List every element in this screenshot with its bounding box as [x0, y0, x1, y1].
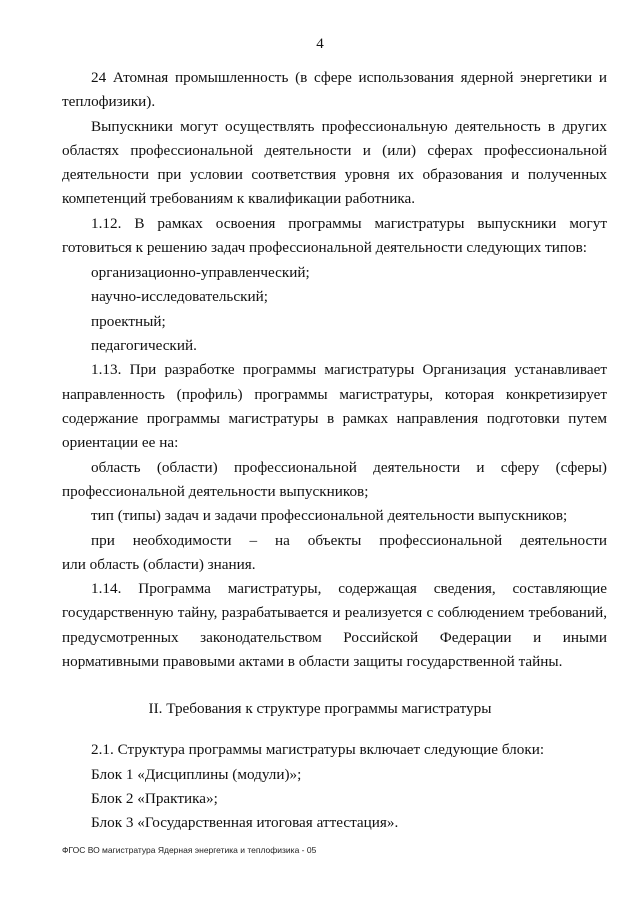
- list-item: Блок 3 «Государственная итоговая аттестация».: [91, 814, 399, 831]
- body-line: 1.13. При разработке программы магистратуры Организация устанавливает: [91, 361, 607, 378]
- body-line: готовиться к решению задач профессиональной деятельности следующих типов:: [62, 239, 588, 256]
- body-line: область (области) профессиональной деятельности и сферу (сферы): [91, 459, 607, 476]
- page-number: 4: [316, 36, 324, 52]
- body-line: 1.12. В рамках освоения программы магистратуры выпускники могут: [91, 215, 607, 232]
- body-line: 1.14. Программа магистратуры, содержащая сведения, составляющие: [91, 580, 607, 597]
- list-item: педагогический.: [91, 337, 197, 354]
- body-line: при необходимости – на объекты профессиональной деятельности: [91, 532, 607, 549]
- list-item: организационно-управленческий;: [91, 264, 310, 281]
- body-line: деятельности при условии соответствия уровня их образования и полученных: [62, 166, 607, 183]
- list-item: Блок 2 «Практика»;: [91, 790, 218, 807]
- body-line: содержание программы магистратуры в рамках направления подготовки путем: [62, 410, 607, 427]
- body-line: профессиональной деятельности выпускников;: [62, 483, 369, 500]
- body-line: государственную тайну, разрабатывается и реализуется с соблюдением требований,: [62, 604, 607, 621]
- body-line: теплофизики).: [62, 93, 156, 110]
- body-line: тип (типы) задач и задачи профессиональной деятельности выпускников;: [91, 507, 568, 524]
- section-heading: II. Требования к структуре программы магистратуры: [148, 700, 492, 717]
- body-line: ориентации ее на:: [62, 434, 179, 451]
- page-footer: ФГОС ВО магистратура Ядерная энергетика и теплофизика - 05: [62, 845, 317, 855]
- body-line: направленность (профиль) программы магистратуры, которая конкретизирует: [62, 386, 607, 403]
- list-item: проектный;: [91, 313, 166, 330]
- body-line: Выпускники могут осуществлять профессиональную деятельность в других: [91, 118, 607, 135]
- body-line: компетенций требованиям к квалификации работника.: [62, 190, 416, 207]
- list-item: научно-исследовательский;: [91, 288, 268, 305]
- body-line: или область (области) знания.: [62, 556, 256, 573]
- body-line: областях профессиональной деятельности и (или) сферах профессиональной: [62, 142, 607, 159]
- list-item: Блок 1 «Дисциплины (модули)»;: [91, 766, 302, 783]
- body-line: 24 Атомная промышленность (в сфере использования ядерной энергетики и: [91, 69, 607, 86]
- body-line: нормативными правовыми актами в области защиты государственной тайны.: [62, 653, 563, 670]
- body-line: 2.1. Структура программы магистратуры включает следующие блоки:: [91, 741, 545, 758]
- body-line: предусмотренных законодательством Российской Федерации и иными: [62, 629, 607, 646]
